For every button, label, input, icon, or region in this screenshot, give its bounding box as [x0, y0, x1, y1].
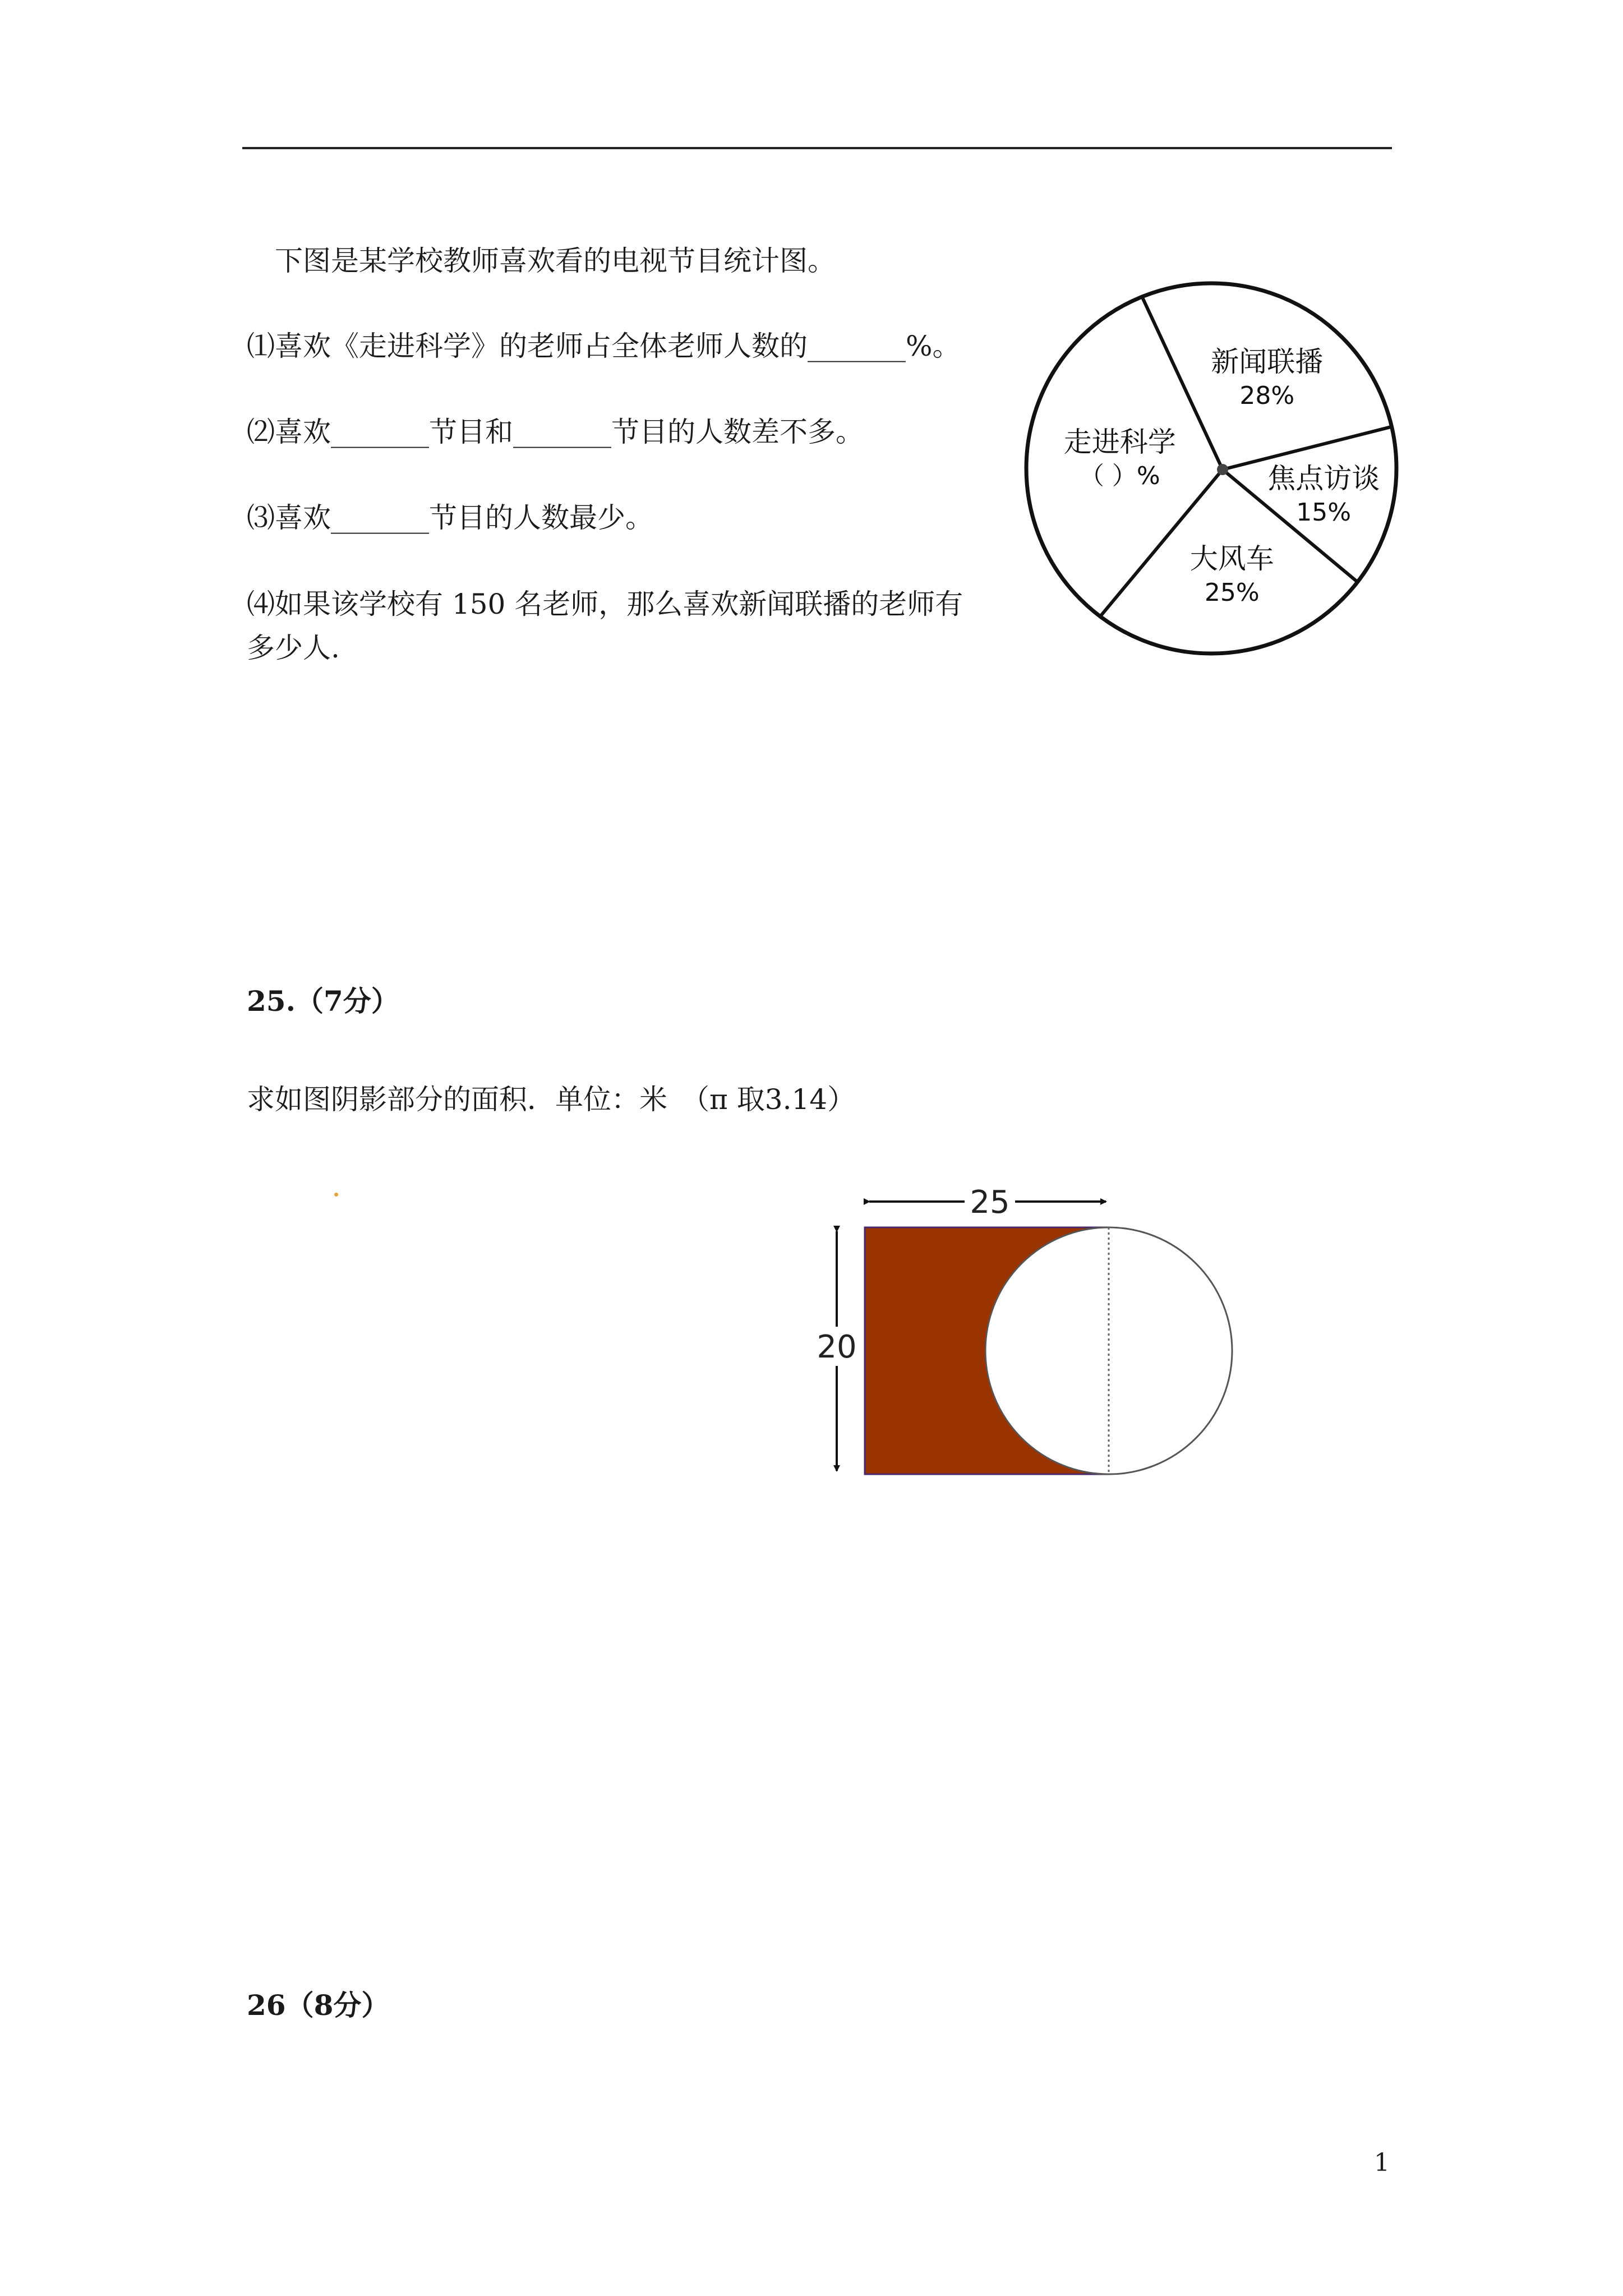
pie-slice-value: （ ）%	[1079, 462, 1160, 491]
header-rule	[242, 147, 1392, 149]
height-label: 20	[817, 1329, 857, 1365]
geometry-figure	[785, 1167, 1256, 1503]
problem-25-heading: 25.（7分）	[247, 984, 399, 1018]
pie-center	[1217, 464, 1228, 475]
pie-slice-value: 25%	[1204, 578, 1260, 608]
problem-26-heading: 26（8分）	[247, 1989, 390, 2022]
question-4-continued: 多少人.	[247, 632, 340, 664]
pie-chart	[1021, 278, 1413, 670]
page-number: 1	[1374, 2148, 1390, 2177]
problem-25-text: 求如图阴影部分的面积．单位：米 （π 取3.14）	[247, 1083, 856, 1116]
question-2: ⑵喜欢_______节目和_______节目的人数差不多。	[247, 416, 864, 448]
pie-slice-value: 15%	[1296, 498, 1352, 527]
width-label: 25	[970, 1184, 1010, 1221]
intro-text: 下图是某学校教师喜欢看的电视节目统计图。	[275, 245, 836, 277]
pie-slice-label: 大风车	[1189, 542, 1274, 576]
question-1: ⑴喜欢《走进科学》的老师占全体老师人数的_______%。	[247, 330, 961, 362]
pie-slice-label: 焦点访谈	[1267, 462, 1380, 495]
question-3: ⑶喜欢_______节目的人数最少。	[247, 501, 653, 534]
stray-dot	[334, 1193, 338, 1197]
question-4: ⑷如果该学校有 150 名老师，那么喜欢新闻联播的老师有	[247, 588, 963, 620]
pie-slice-label: 走进科学	[1063, 426, 1176, 459]
pie-slice-value: 28%	[1239, 381, 1295, 411]
pie-slice-label: 新闻联播	[1211, 346, 1324, 379]
